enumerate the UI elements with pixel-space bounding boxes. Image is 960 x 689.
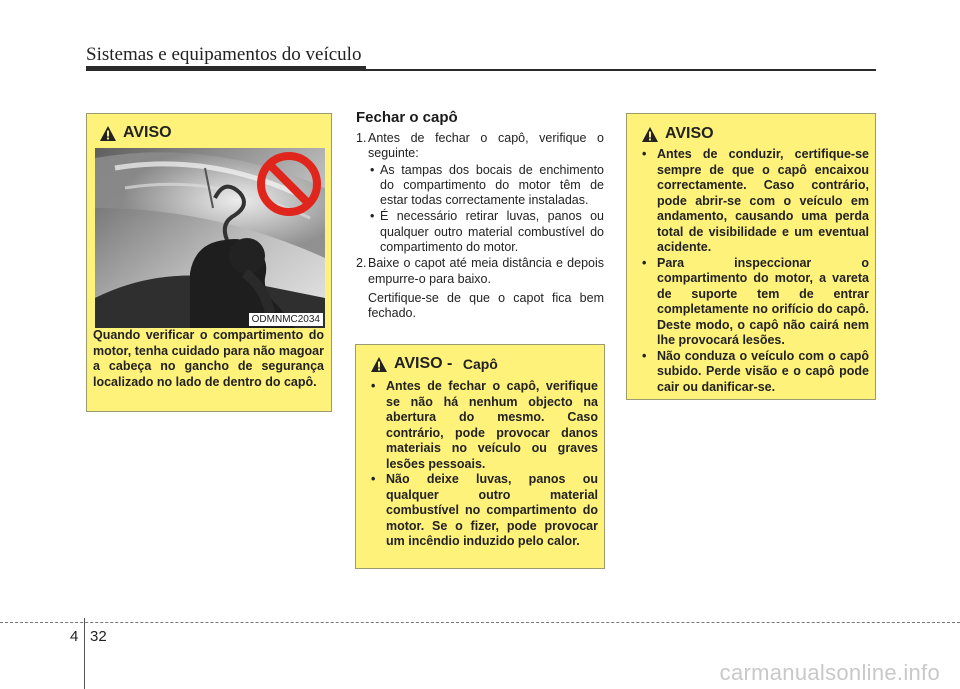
- warning-box-driving: [626, 113, 876, 400]
- warning-title: AVISO: [665, 125, 714, 142]
- footer-divider: [84, 618, 85, 689]
- header-rule: [366, 69, 876, 71]
- warning-item: • Não conduza o veículo com o capô subido. Perde visão e o capô pode cair ou danificar-se.: [636, 349, 869, 396]
- header-bar: [86, 66, 366, 71]
- step-number: 2.: [356, 256, 367, 271]
- closing-note: Certifique-se de que o capot fica bem fechado.: [368, 290, 604, 321]
- warning-heading: [641, 125, 714, 143]
- page-number: 32: [90, 628, 107, 645]
- page-header-title: Sistemas e equipamentos do veículo: [86, 44, 362, 65]
- warning-heading: [370, 355, 498, 373]
- warning-item: • Antes de fechar o capô, verifique se não há nenhum objecto na abertura do mesmo. Caso contrário, pode provocar danos materiais no veículo ou graves lesões pessoais.: [365, 379, 598, 472]
- warning-title: AVISO: [123, 124, 172, 141]
- step-1: [356, 131, 604, 162]
- warning-item: • Não deixe luvas, panos ou qualquer outro material combustível no compartimento do motor. Se o fizer, pode provocar um incêndio induzido pelo calor.: [365, 472, 598, 550]
- warning-title: AVISO -: [394, 355, 457, 372]
- section-title: Fechar o capô: [356, 109, 458, 126]
- chapter-number: 4: [70, 628, 79, 645]
- warning-triangle-icon: [370, 356, 388, 373]
- warning-heading: [99, 124, 172, 142]
- step-number: 1.: [356, 131, 367, 145]
- warning-box-hood-hook: [86, 113, 332, 412]
- warning-box-hood: [355, 344, 605, 569]
- warning-item: • Antes de conduzir, certifique-se sempre de que o capô encaixou correctamente. Caso contrário, pode abrir-se com o veículo em andamento, causando uma perda total de visibilidade e um eventual acidente.: [636, 147, 869, 256]
- watermark: carmanualsonline.info: [719, 660, 940, 685]
- check-bullet: • As tampas dos bocais de enchimento do compartimento do motor têm de estar todas correctamente instaladas.: [368, 163, 604, 209]
- warning-triangle-icon: [99, 125, 117, 142]
- image-code-label: ODMNMC2034: [249, 313, 323, 326]
- warning-text: Quando verificar o compartimento do motor, tenha cuidado para não magoar a cabeça no gancho de segurança localizado no lado de dentro do capô.: [93, 328, 324, 389]
- warning-list: [636, 147, 869, 395]
- warning-list: [365, 379, 598, 550]
- warning-triangle-icon: [641, 126, 659, 143]
- footer-rule: [0, 622, 960, 623]
- step-text: Baixe o capot até meia distância e depois empurre-o para baixo.: [368, 256, 604, 286]
- engine-hood-photo: [95, 148, 325, 328]
- warning-item: • Para inspeccionar o compartimento do motor, a vareta de suporte tem de entrar completamente no orifício do capô. Deste modo, o capô não cairá nem lhe provocará lesões.: [636, 256, 869, 349]
- step-text: Antes de fechar o capô, verifique o seguinte:: [368, 131, 604, 161]
- step-2: [356, 256, 604, 287]
- check-bullet: • É necessário retirar luvas, panos ou qualquer outro material combustível do compartimento do motor.: [368, 209, 604, 255]
- section-body: [356, 131, 604, 322]
- hood-inspection-illustration: [95, 148, 325, 328]
- warning-subtitle: Capô: [462, 356, 498, 372]
